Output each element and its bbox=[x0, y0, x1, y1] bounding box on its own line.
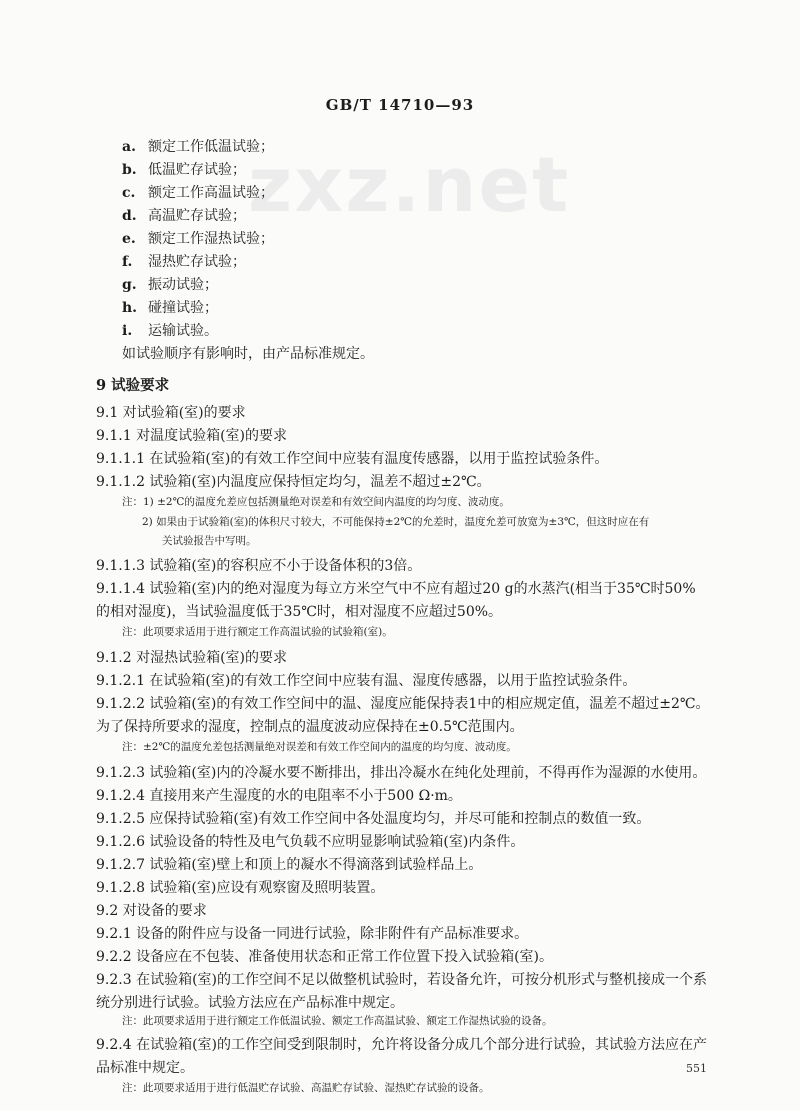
clause: 9.1.2.2 试验箱(室)的有效工作空间中的温、湿度应能保持表1中的相应规定值，温差不超过±2℃。 bbox=[96, 696, 710, 712]
clause: 9.2.1 设备的附件应与设备一同进行试验，除非附件有产品标准要求。 bbox=[96, 926, 529, 942]
clause-continuation: 为了保持所要求的湿度，控制点的温度波动应保持在±0.5℃范围内。 bbox=[96, 719, 524, 735]
subsection-heading: 9.1.1 对温度试验箱(室)的要求 bbox=[96, 428, 287, 444]
clause: 9.2.2 设备应在不包装、准备使用状态和正常工作位置下投入试验箱(室)。 bbox=[96, 949, 553, 965]
list-text: 碰撞试验； bbox=[148, 300, 218, 316]
note: 注：此项要求适用于进行额定工作高温试验的试验箱(室)。 bbox=[122, 626, 393, 638]
list-item bbox=[122, 205, 246, 225]
list-label: d. bbox=[122, 208, 137, 224]
list-item bbox=[122, 251, 246, 271]
list-label: a. bbox=[122, 139, 136, 155]
list-text: 运输试验。 bbox=[148, 323, 218, 339]
list-label: h. bbox=[122, 300, 138, 316]
list-text: 振动试验； bbox=[148, 277, 218, 293]
clause: 9.1.2.5 应保持试验箱(室)有效工作空间中各处温度均匀，并尽可能和控制点的数值一致。 bbox=[96, 811, 651, 827]
list-text: 额定工作高温试验； bbox=[148, 185, 274, 201]
clause: 9.1.2.4 直接用来产生湿度的水的电阻率不小于500 Ω·m。 bbox=[96, 788, 462, 804]
clause-continuation: 统分别进行试验。试验方法应在产品标准中规定。 bbox=[96, 995, 404, 1011]
clause: 9.1.1.3 试验箱(室)的容积应不小于设备体积的3倍。 bbox=[96, 558, 422, 574]
clause: 9.1.2.3 试验箱(室)内的冷凝水要不断排出，排出冷凝水在纯化处理前，不得再作为湿源的水使用。 bbox=[96, 765, 707, 781]
note: 注：±2℃的温度允差包括测量绝对误差和有效工作空间内的温度的均匀度、波动度。 bbox=[122, 741, 517, 753]
page-header: GB/T 14710—93 bbox=[325, 96, 475, 114]
list-label: f. bbox=[122, 254, 133, 270]
list-text: 低温贮存试验； bbox=[148, 162, 246, 178]
clause: 9.1.1.1 在试验箱(室)的有效工作空间中应装有温度传感器，以用于监控试验条件。 bbox=[96, 451, 609, 467]
subsection-heading: 9.2 对设备的要求 bbox=[96, 903, 207, 919]
list-label: b. bbox=[122, 162, 137, 178]
note: 注：此项要求适用于进行低温贮存试验、高温贮存试验、湿热贮存试验的设备。 bbox=[122, 1082, 490, 1094]
list-item bbox=[122, 136, 274, 156]
list-label: i. bbox=[122, 323, 133, 339]
clause-continuation: 的相对湿度)，当试验温度低于35℃时，相对湿度不应超过50%。 bbox=[96, 604, 503, 620]
subsection-heading: 9.1.2 对湿热试验箱(室)的要求 bbox=[96, 650, 287, 666]
clause: 9.1.2.8 试验箱(室)应设有观察窗及照明装置。 bbox=[96, 880, 385, 896]
list-item bbox=[122, 228, 274, 248]
clause: 9.1.2.1 在试验箱(室)的有效工作空间中应装有温、湿度传感器，以用于监控试验条件。 bbox=[96, 673, 637, 689]
page-number: 551 bbox=[686, 1062, 707, 1075]
list-label: c. bbox=[122, 185, 136, 201]
clause-continuation: 品标准中规定。 bbox=[96, 1060, 194, 1076]
clause: 9.1.1.2 试验箱(室)内温度应保持恒定均匀，温差不超过±2℃。 bbox=[96, 474, 491, 490]
clause: 9.1.1.4 试验箱(室)内的绝对湿度为每立方米空气中不应有超过20 g的水蒸汽(相当于35℃时50% bbox=[96, 581, 696, 597]
list-text: 湿热贮存试验； bbox=[148, 254, 246, 270]
clause: 9.1.2.6 试验设备的特性及电气负载不应明显影响试验箱(室)内条件。 bbox=[96, 834, 525, 850]
clause: 9.1.2.7 试验箱(室)壁上和顶上的凝水不得滴落到试验样品上。 bbox=[96, 857, 483, 873]
list-item bbox=[122, 320, 218, 340]
list-item bbox=[122, 297, 218, 317]
subsection-heading: 9.1 对试验箱(室)的要求 bbox=[96, 405, 246, 421]
list-text: 额定工作湿热试验； bbox=[148, 231, 274, 247]
list-text: 额定工作低温试验； bbox=[148, 139, 274, 155]
list-label: e. bbox=[122, 231, 136, 247]
clause: 9.2.4 在试验箱(室)的工作空间受到限制时，允许将设备分成几个部分进行试验，其试验方法应在产 bbox=[96, 1037, 707, 1053]
note: 注：此项要求适用于进行额定工作低温试验、额定工作高温试验、额定工作湿热试验的设备。 bbox=[122, 1015, 553, 1027]
list-label: g. bbox=[122, 277, 137, 293]
note: 2) 如果由于试验箱(室)的体积尺寸较大，不可能保持±2℃的允差时，温度允差可放宽为±3℃，但这时应在有 bbox=[142, 516, 650, 528]
section-heading: 9 试验要求 bbox=[96, 377, 170, 394]
paragraph: 如试验顺序有影响时，由产品标准规定。 bbox=[122, 346, 374, 362]
clause: 9.2.3 在试验箱(室)的工作空间不足以做整机试验时，若设备允许，可按分机形式与整机接成一个系 bbox=[96, 972, 707, 988]
note: 关试验报告中写明。 bbox=[162, 535, 257, 547]
list-item bbox=[122, 274, 218, 294]
list-item bbox=[122, 182, 274, 202]
note: 注：1) ±2℃的温度允差应包括测量绝对误差和有效空间内温度的均匀度、波动度。 bbox=[122, 496, 510, 508]
watermark: zxz.net bbox=[248, 140, 571, 229]
list-item bbox=[122, 159, 246, 179]
list-text: 高温贮存试验； bbox=[148, 208, 246, 224]
